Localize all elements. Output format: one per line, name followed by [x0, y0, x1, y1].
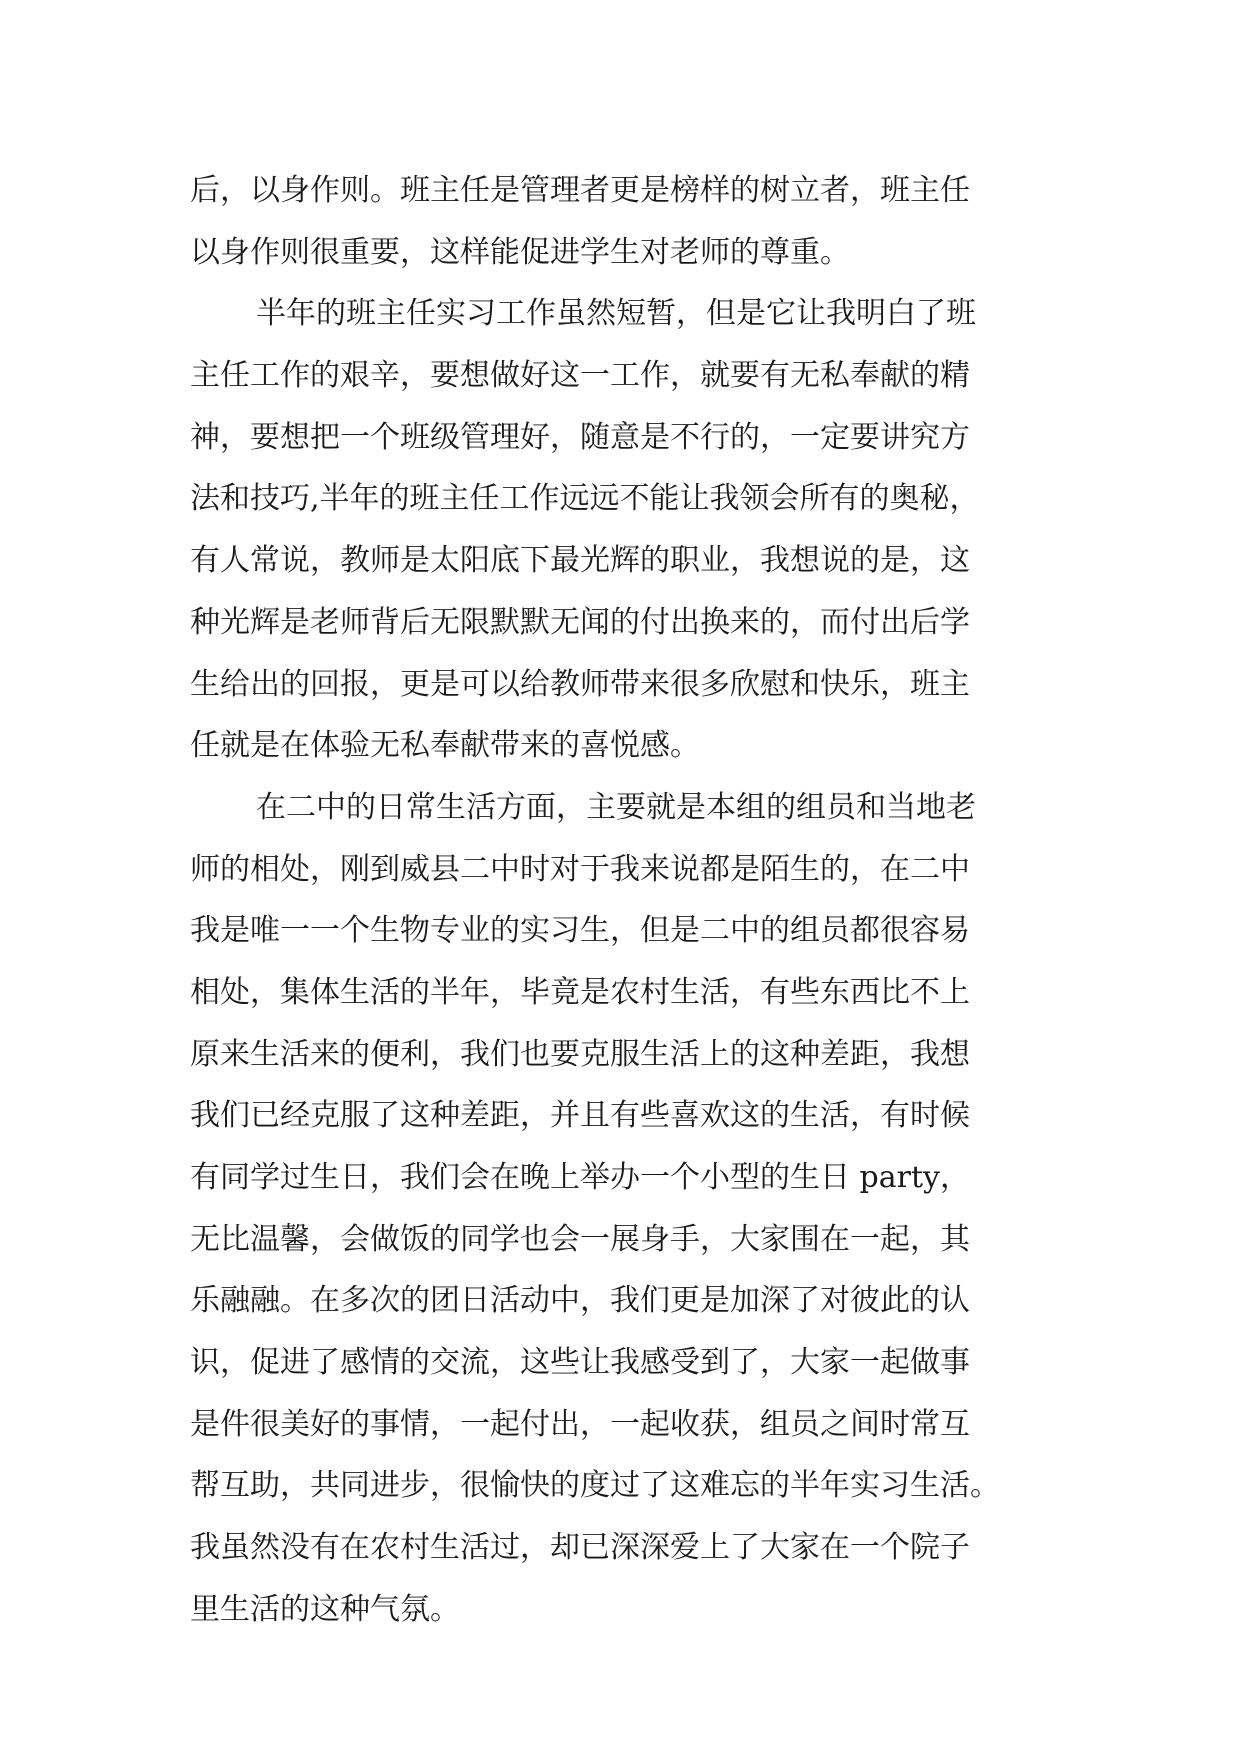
text-line: 乐融融。在多次的团日活动中，我们更是加深了对彼此的认: [190, 1283, 970, 1319]
body-text: [190, 160, 1060, 1641]
text-line: 里生活的这种气氛。: [190, 1591, 460, 1627]
text-line: 识，促进了感情的交流，这些让我感受到了，大家一起做事: [190, 1345, 970, 1381]
text-line: 无比温馨，会做饭的同学也会一展身手，大家围在一起，其: [190, 1221, 970, 1257]
text-line: 法和技巧,半年的班主任工作远远不能让我领会所有的奥秘，: [190, 481, 980, 517]
text-line: 我们已经克服了这种差距，并且有些喜欢这的生活，有时候: [190, 1098, 970, 1134]
text-line: 神，要想把一个班级管理好，随意是不行的，一定要讲究方: [190, 419, 970, 455]
text-line: 种光辉是老师背后无限默默无闻的付出换来的，而付出后学: [190, 604, 970, 640]
text-line: 有人常说，教师是太阳底下最光辉的职业，我想说的是，这: [190, 543, 970, 579]
text-line: 后，以身作则。班主任是管理者更是榜样的树立者，班主任: [190, 173, 970, 208]
paragraph-2: [190, 283, 1060, 777]
text-line: 主任工作的艰辛，要想做好这一工作，就要有无私奉献的精: [190, 358, 970, 394]
text-line: 是件很美好的事情，一起付出，一起收获，组员之间时常互: [190, 1406, 970, 1442]
text-line: 帮互助，共同进步，很愉快的度过了这难忘的半年实习生活。: [190, 1468, 1000, 1504]
text-line: 我虽然没有在农村生活过，却已深深爱上了大家在一个院子: [190, 1530, 970, 1566]
paragraph-1: [190, 160, 1060, 283]
text-line: 在二中的日常生活方面，主要就是本组的组员和当地老: [256, 789, 976, 825]
text-line: 相处，集体生活的半年，毕竟是农村生活，有些东西比不上: [190, 974, 970, 1010]
text-line: 半年的班主任实习工作虽然短暂，但是它让我明白了班: [256, 296, 976, 332]
text-line: 我是唯一一个生物专业的实习生，但是二中的组员都很容易: [190, 913, 970, 949]
text-line: 师的相处，刚到威县二中时对于我来说都是陌生的，在二中: [190, 851, 970, 887]
text-line: 原来生活来的便利，我们也要克服生活上的这种差距，我想: [190, 1036, 970, 1072]
text-line: 任就是在体验无私奉献带来的喜悦感。: [190, 728, 700, 764]
text-line: 以身作则很重要，这样能促进学生对老师的尊重。: [190, 234, 850, 270]
text-line: 有同学过生日，我们会在晚上举办一个小型的生日 party，: [190, 1160, 970, 1195]
paragraph-3: [190, 777, 1060, 1641]
text-line: 生给出的回报，更是可以给教师带来很多欣慰和快乐，班主: [190, 666, 970, 702]
